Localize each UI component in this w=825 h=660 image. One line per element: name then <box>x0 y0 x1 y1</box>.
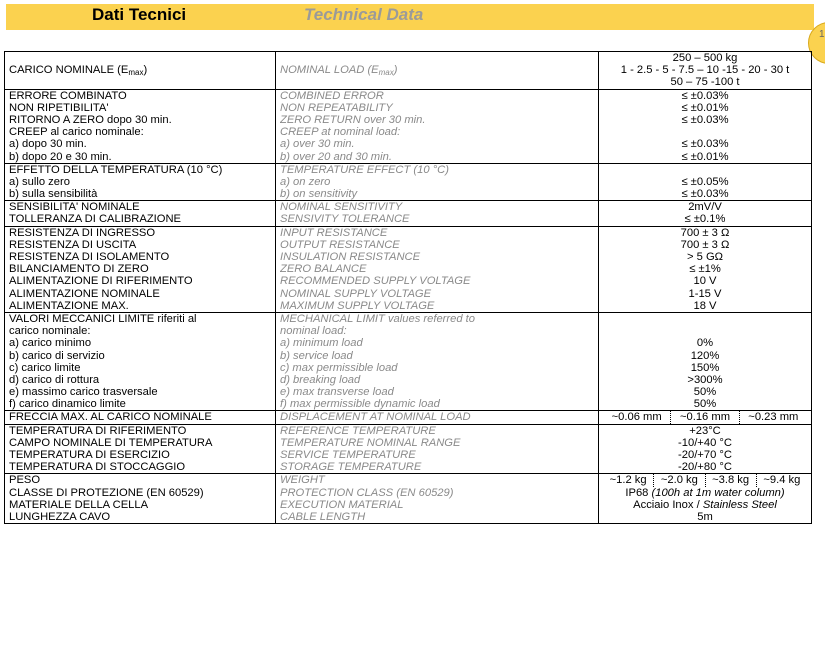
value-line: -20/+70 °C <box>678 449 732 461</box>
cell-english <box>276 226 599 312</box>
title-italian: Dati Tecnici <box>92 5 187 24</box>
label-it: LUNGHEZZA CAVO <box>9 510 111 523</box>
label-it: RITORNO A ZERO dopo 30 min. <box>9 113 172 126</box>
value-line: 250 – 500 kg <box>672 52 738 64</box>
cell-italian <box>5 52 276 90</box>
label-en: a) on zero <box>280 175 331 188</box>
value-line: > 5 GΩ <box>686 251 724 263</box>
label-en: PROTECTION CLASS (EN 60529) <box>280 486 454 499</box>
label-it: FRECCIA MAX. AL CARICO NOMINALE <box>9 411 212 424</box>
label-it: CREEP al carico nominale: <box>9 126 144 139</box>
label-en: NOMINAL SUPPLY VOLTAGE <box>280 287 432 300</box>
label-en: f) max permissible dynamic load <box>280 398 440 411</box>
label-nominal-load-en: NOMINAL LOAD $(E_{max})$ <box>280 64 398 77</box>
value-line: ≤ ±0.01% <box>681 150 729 163</box>
page-header <box>0 0 825 44</box>
label-it: a) sullo zero <box>9 175 70 188</box>
value-line <box>603 325 807 337</box>
label-en: INPUT RESISTANCE <box>280 226 388 239</box>
label-it: carico nominale: <box>9 325 91 338</box>
cell-italian <box>5 424 276 474</box>
label-en: a) minimum load <box>280 337 363 350</box>
value-split: ~3.8 kg <box>705 474 756 486</box>
label-en: c) max permissible load <box>280 361 398 374</box>
cell-italian <box>5 474 276 524</box>
value-line: ≤ ±0.03% <box>681 138 729 151</box>
cell-value <box>599 89 812 163</box>
label-it: TOLLERANZA DI CALIBRAZIONE <box>9 213 182 226</box>
label-en: EXECUTION MATERIAL <box>280 498 404 511</box>
table-row-errors <box>5 89 812 163</box>
table-row-temperature-effect <box>5 163 812 201</box>
label-it: e) massimo carico trasversale <box>9 386 158 399</box>
label-en: a) over 30 min. <box>280 138 355 151</box>
value-line: 2mV/V <box>688 201 722 214</box>
label-en: ZERO BALANCE <box>280 263 367 276</box>
label-en: NON REPEATABILITY <box>280 101 393 114</box>
value-line: ≤ ±0.03% <box>681 188 729 201</box>
label-it: b) sulla sensibilità <box>9 188 98 201</box>
label-en: ZERO RETURN over 30 min. <box>280 113 426 126</box>
label-it: RESISTENZA DI INGRESSO <box>9 226 156 239</box>
label-it: RESISTENZA DI USCITA <box>9 238 137 251</box>
cell-value <box>599 163 812 201</box>
label-it: TEMPERATURA DI STOCCAGGIO <box>9 461 186 474</box>
label-it: a) dopo 30 min. <box>9 138 87 151</box>
cell-value <box>599 201 812 226</box>
value-line <box>603 313 807 325</box>
label-it: SENSIBILITA' NOMINALE <box>9 201 140 214</box>
table-row-nominal-load <box>5 52 812 90</box>
value-split: ~0.06 mm <box>611 411 662 424</box>
cell-english <box>276 424 599 474</box>
cell-italian <box>5 201 276 226</box>
cell-italian <box>5 226 276 312</box>
cell-value <box>599 52 812 90</box>
value-line: -10/+40 °C <box>678 436 732 449</box>
value-line: >300% <box>687 373 723 386</box>
cell-value <box>599 226 812 312</box>
value-line: 50 – 75 -100 t <box>670 76 740 89</box>
label-en: COMBINED ERROR <box>280 89 384 102</box>
value-line: ≤ ±0.01% <box>681 101 729 114</box>
cell-value <box>599 474 812 524</box>
label-it: c) carico limite <box>9 361 81 374</box>
label-en: REFERENCE TEMPERATURE <box>280 424 436 437</box>
label-en: CREEP at nominal load: <box>280 126 401 139</box>
cable-length-value: 5m <box>697 510 713 523</box>
label-it: ALIMENTAZIONE DI RIFERIMENTO <box>9 275 193 288</box>
cell-english <box>276 201 599 226</box>
cell-italian <box>5 411 276 424</box>
label-it: RESISTENZA DI ISOLAMENTO <box>9 251 170 263</box>
table-row-temperatures <box>5 424 812 474</box>
label-it: b) dopo 20 e 30 min. <box>9 150 112 163</box>
value-line: 50% <box>693 398 717 411</box>
label-en: nominal load: <box>280 325 347 338</box>
value-line: ≤ ±0.03% <box>681 89 729 102</box>
label-en: DISPLACEMENT AT NOMINAL LOAD <box>280 411 471 424</box>
cell-english <box>276 312 599 411</box>
table-row-electrical <box>5 226 812 312</box>
value-line: 1 - 2.5 - 5 - 7.5 – 10 -15 - 20 - 30 t <box>620 64 790 77</box>
label-it: b) carico di servizio <box>9 349 105 362</box>
label-it: TEMPERATURA DI RIFERIMENTO <box>9 424 187 437</box>
value-line: 700 ± 3 Ω <box>680 238 730 251</box>
cell-value <box>599 424 812 474</box>
label-en: SERVICE TEMPERATURE <box>280 449 416 461</box>
value-line <box>603 164 807 176</box>
value-line: 0% <box>696 337 714 350</box>
label-it: PESO <box>9 474 41 487</box>
material-value: Acciaio Inox / Stainless Steel <box>633 498 777 511</box>
label-it: MATERIALE DELLA CELLA <box>9 498 149 511</box>
cell-value <box>599 411 812 424</box>
value-line: 150% <box>690 361 720 374</box>
value-line: +23°C <box>689 424 721 437</box>
value-line <box>603 126 807 138</box>
table-row-displacement <box>5 411 812 424</box>
label-it: ALIMENTAZIONE MAX. <box>9 299 129 312</box>
value-line: 700 ± 3 Ω <box>680 226 730 239</box>
technical-data-table <box>4 51 812 524</box>
table-row-general <box>5 474 812 524</box>
label-en: d) breaking load <box>280 373 361 386</box>
value-line: 18 V <box>693 299 717 312</box>
label-it: f) carico dinamico limite <box>9 398 126 411</box>
weight-values <box>603 474 807 486</box>
label-en: b) over 20 and 30 min. <box>280 150 392 163</box>
cell-value <box>599 312 812 411</box>
label-it: d) carico di rottura <box>9 373 100 386</box>
label-en: MAXIMUM SUPPLY VOLTAGE <box>280 299 435 312</box>
cell-italian <box>5 312 276 411</box>
value-split: ~2.0 kg <box>653 474 704 486</box>
cell-italian <box>5 89 276 163</box>
label-it: EFFETTO DELLA TEMPERATURA (10 °C) <box>9 163 223 176</box>
value-line: ≤ ±0.03% <box>681 113 729 126</box>
value-line: -20/+80 °C <box>678 461 732 474</box>
label-it: CAMPO NOMINALE DI TEMPERATURA <box>9 436 213 449</box>
value-split: ~9.4 kg <box>756 474 807 486</box>
value-split: ~0.23 mm <box>739 411 807 423</box>
label-en: b) on sensitivity <box>280 188 358 201</box>
label-it: VALORI MECCANICI LIMITE riferiti al <box>9 312 197 325</box>
label-en: STORAGE TEMPERATURE <box>280 461 422 474</box>
label-en: MECHANICAL LIMIT values referred to <box>280 312 476 325</box>
title-english: Technical Data <box>304 5 424 24</box>
label-en: TEMPERATURE EFFECT (10 °C) <box>280 163 449 176</box>
label-it: CLASSE DI PROTEZIONE (EN 60529) <box>9 486 204 499</box>
table-row-mechanical-limits <box>5 312 812 411</box>
cell-italian <box>5 163 276 201</box>
label-en: e) max transverse load <box>280 386 394 399</box>
cell-english <box>276 411 599 424</box>
label-en: CABLE LENGTH <box>280 510 366 523</box>
label-en: SENSIVITY TOLERANCE <box>280 213 410 226</box>
value-line: ≤ ±0.1% <box>684 213 726 226</box>
label-it: a) carico minimo <box>9 337 92 350</box>
value-split: ~0.16 mm <box>670 411 738 423</box>
cell-english <box>276 89 599 163</box>
page-marker-number: 1 <box>819 29 825 40</box>
label-it: ERRORE COMBINATO <box>9 89 127 102</box>
displacement-values <box>603 411 807 423</box>
protection-class-value: IP68 (100h at 1m water column) <box>625 486 785 499</box>
label-en: INSULATION RESISTANCE <box>280 251 421 263</box>
label-en: b) service load <box>280 349 353 362</box>
value-line: 120% <box>690 349 720 362</box>
label-en: TEMPERATURE NOMINAL RANGE <box>280 436 461 449</box>
cell-english <box>276 52 599 90</box>
label-it: TEMPERATURA DI ESERCIZIO <box>9 449 170 461</box>
value-line: 10 V <box>693 275 717 288</box>
value-line: ≤ ±0.05% <box>681 175 729 188</box>
cell-english <box>276 474 599 524</box>
label-it: ALIMENTAZIONE NOMINALE <box>9 287 160 300</box>
value-line: 50% <box>693 386 717 399</box>
label-it: BILANCIAMENTO DI ZERO <box>9 263 149 276</box>
label-en: NOMINAL SENSITIVITY <box>280 201 403 214</box>
value-line: ≤ ±1% <box>689 263 721 276</box>
value-split: ~1.2 kg <box>609 474 647 487</box>
label-it: NON RIPETIBILITA' <box>9 101 109 114</box>
cell-english <box>276 163 599 201</box>
label-en: RECOMMENDED SUPPLY VOLTAGE <box>280 275 471 288</box>
label-en: OUTPUT RESISTANCE <box>280 238 400 251</box>
label-nominal-load-it: CARICO NOMINALE $(E_{max})$ <box>9 64 148 77</box>
value-line: 1-15 V <box>688 287 722 300</box>
table-row-sensitivity <box>5 201 812 226</box>
label-en: WEIGHT <box>280 474 325 487</box>
